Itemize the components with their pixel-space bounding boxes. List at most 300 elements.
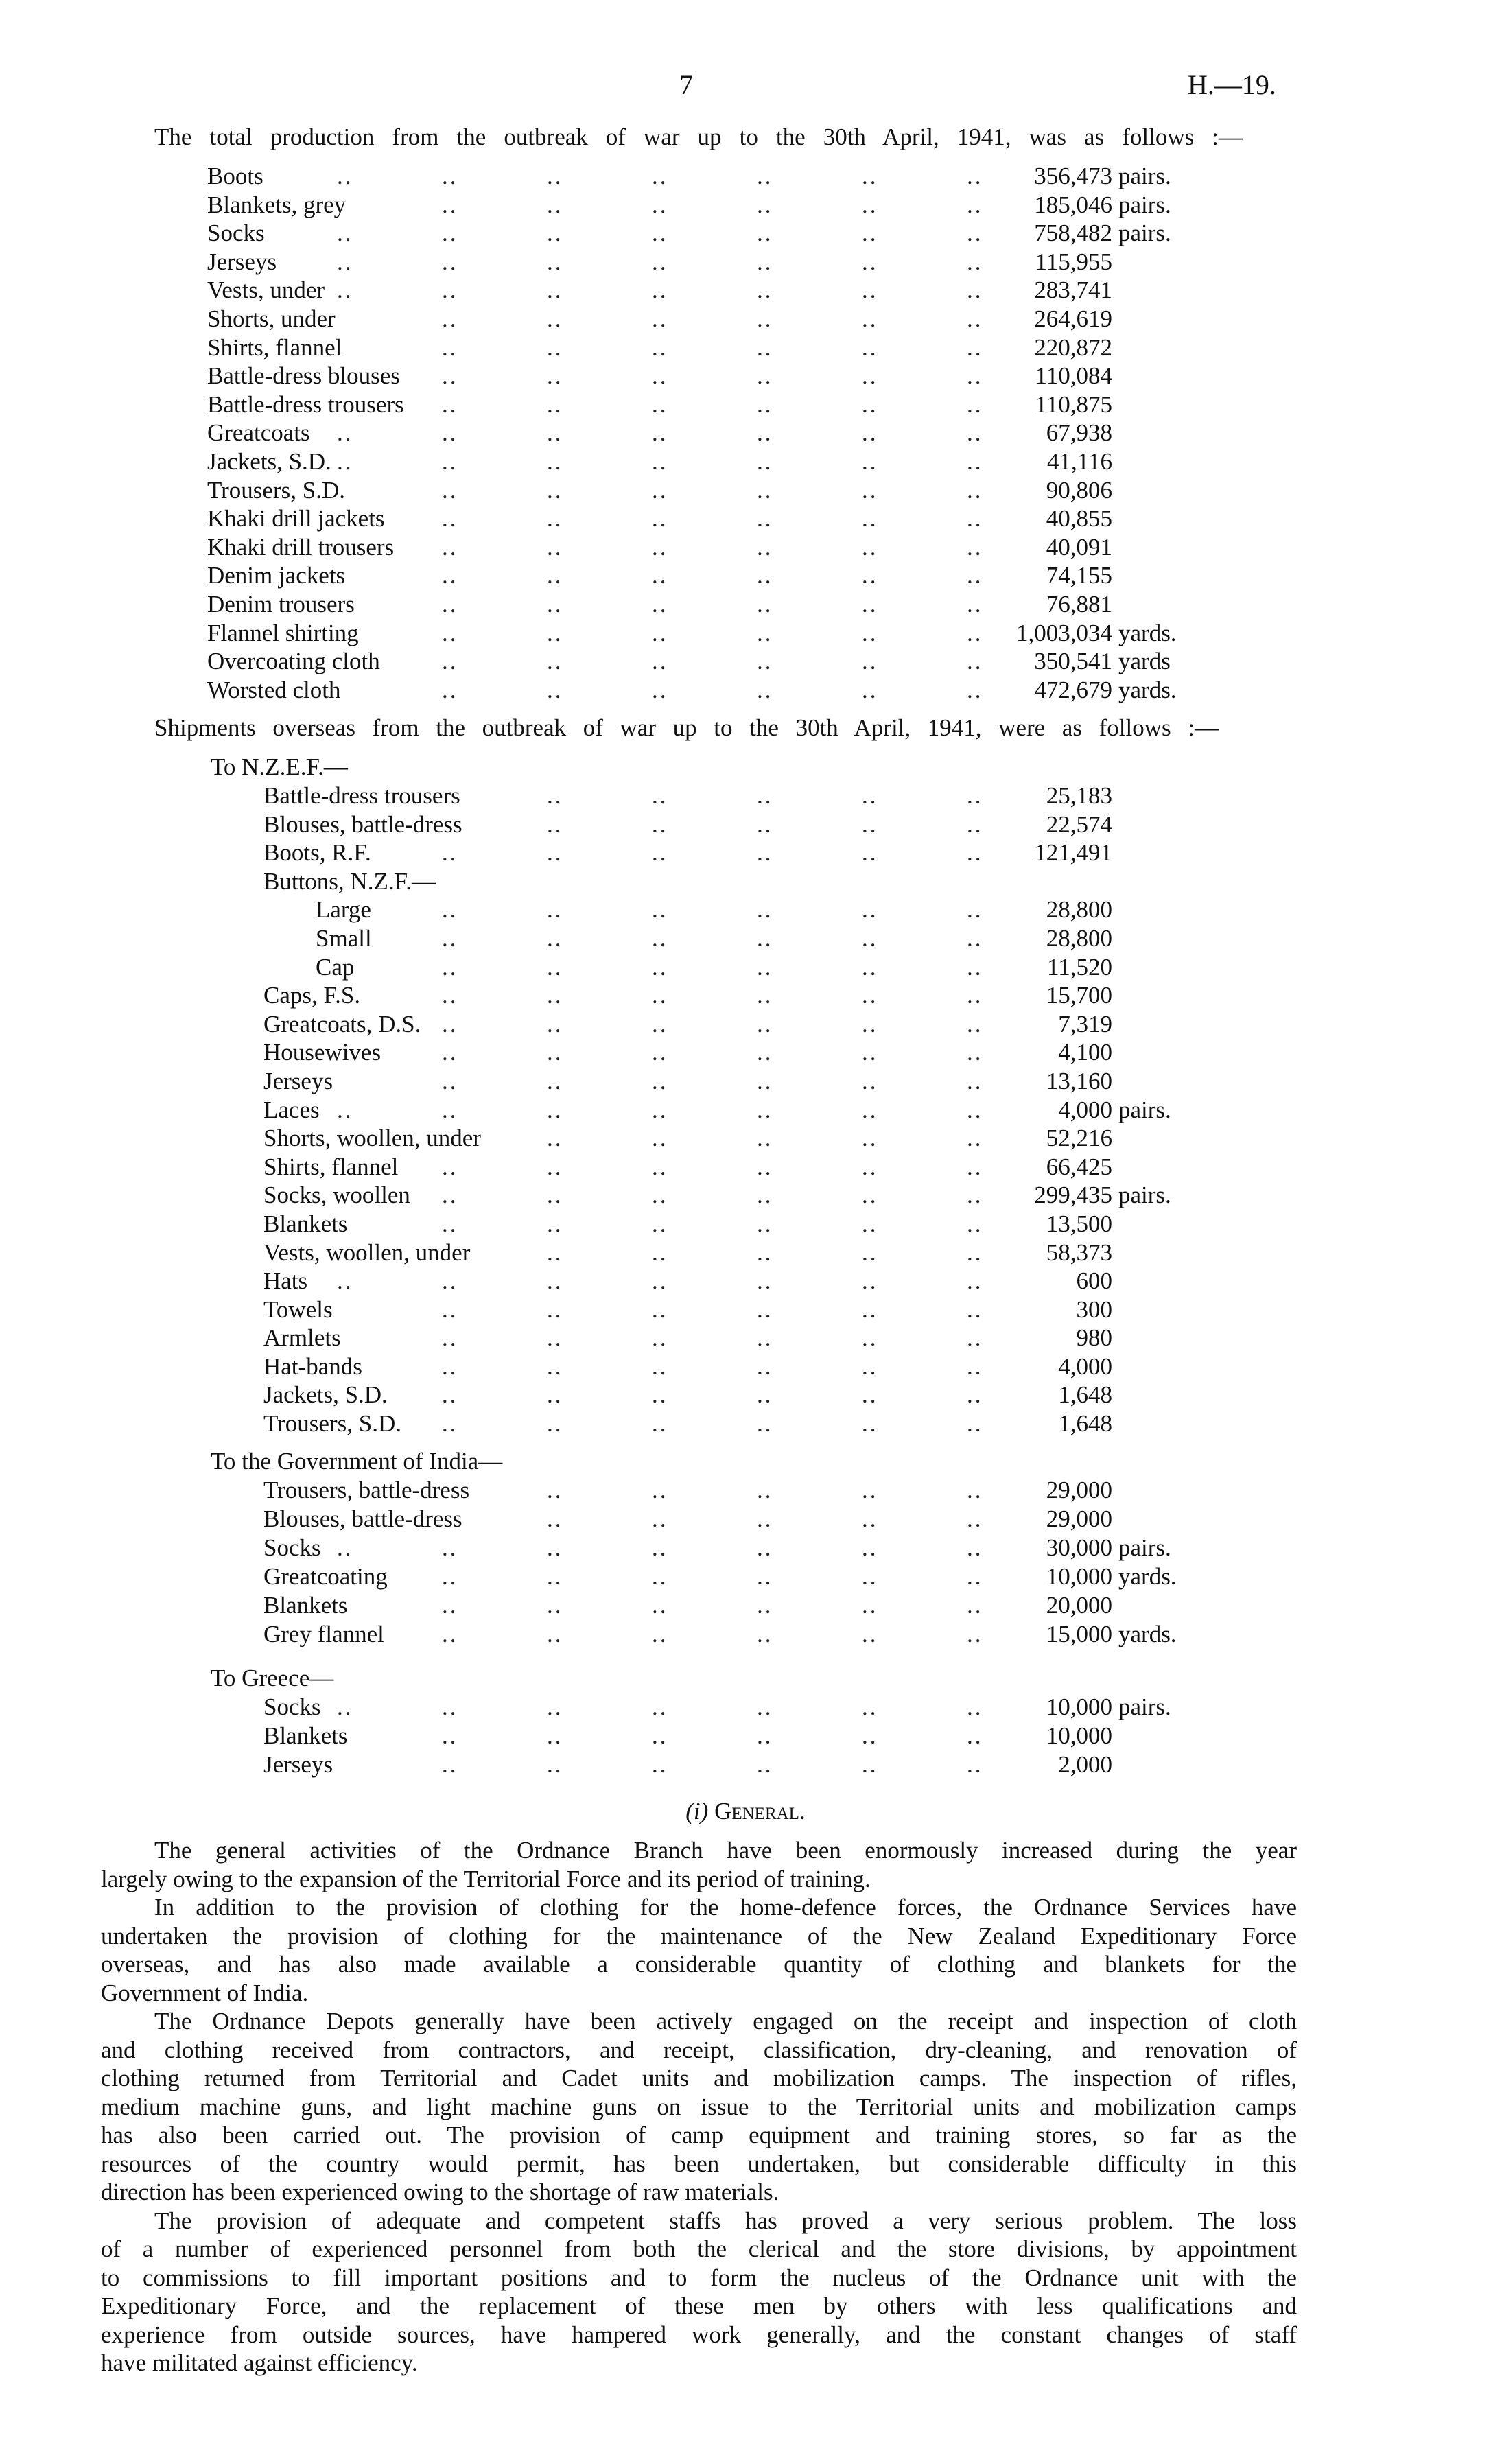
dot-leader: .. [652, 982, 668, 1009]
dot-leader: .. [442, 1039, 458, 1066]
dot-leader: .. [862, 1693, 878, 1720]
dot-leader: .. [862, 1239, 878, 1266]
dot-leader: .. [652, 782, 668, 809]
dot-leader: .. [757, 1477, 773, 1503]
dot-leader: .. [757, 782, 773, 809]
item-quantity: 41,116 [1047, 447, 1112, 475]
dot-leader: .. [757, 953, 773, 981]
item-quantity: 980 [1076, 1324, 1112, 1352]
dot-leader: .. [442, 982, 458, 1009]
paragraph-line: The general activities of the Ordnance Branch have been enormously increased during the year [154, 1837, 1297, 1864]
table-row [0, 1352, 1491, 1381]
item-label: Overcoating cloth [207, 648, 380, 675]
table-row [0, 810, 1491, 839]
paragraph-line: clothing returned from Territorial and Cadet units and mobilization camps. The inspection of rifles, [101, 2065, 1297, 2091]
dot-leader: .. [862, 505, 878, 532]
dot-leader: .. [757, 220, 773, 247]
dot-leader: .. [652, 1324, 668, 1352]
item-quantity: 110,084 [1035, 362, 1112, 390]
dot-leader: .. [547, 1477, 563, 1503]
dot-leader: .. [967, 1210, 983, 1237]
table-row [0, 1153, 1491, 1182]
dot-leader: .. [547, 810, 563, 838]
dot-leader: .. [862, 390, 878, 418]
item-label: Jackets, S.D. [263, 1381, 388, 1409]
item-quantity: 20,000 [1046, 1592, 1112, 1619]
item-quantity: 22,574 [1046, 810, 1112, 838]
dot-leader: .. [442, 839, 458, 867]
dot-leader: .. [862, 590, 878, 618]
item-quantity: 350,541 [1034, 648, 1112, 675]
section-number: (i) [685, 1798, 709, 1824]
dot-leader: .. [652, 1381, 668, 1409]
item-quantity: 1,648 [1058, 1381, 1112, 1409]
item-quantity: 67,938 [1046, 419, 1112, 447]
item-label: Boots, R.F. [263, 839, 371, 867]
dot-leader: .. [757, 1410, 773, 1438]
item-unit: yards. [1118, 1621, 1177, 1647]
dot-leader: .. [442, 896, 458, 924]
item-quantity: 4,000 [1058, 1096, 1112, 1123]
dot-leader: .. [757, 191, 773, 218]
item-label: Greatcoats, D.S. [263, 1010, 421, 1037]
paragraph-line: undertaken the provision of clothing for the maintenance of the New Zealand Expeditionary Force [101, 1922, 1297, 1949]
group-heading [0, 1447, 1491, 1476]
dot-leader: .. [547, 1592, 563, 1619]
table-row [0, 1381, 1491, 1409]
dot-leader: .. [547, 1125, 563, 1152]
table-row [0, 1324, 1491, 1352]
item-quantity: 90,806 [1046, 476, 1112, 504]
table-row [0, 1750, 1491, 1779]
dot-leader: .. [757, 896, 773, 924]
dot-leader: .. [652, 1751, 668, 1778]
dot-leader: .. [652, 839, 668, 867]
dot-leader: .. [337, 277, 353, 304]
dot-leader: .. [862, 447, 878, 475]
dot-leader: .. [652, 1534, 668, 1561]
paragraph-line: to commissions to fill important positions and to form the nucleus of the Ordnance unit with the [101, 2264, 1297, 2291]
dot-leader: .. [862, 1592, 878, 1619]
item-label: Greatcoating [263, 1563, 388, 1590]
shipment-group [0, 1447, 1491, 1649]
dot-leader: .. [652, 1693, 668, 1720]
table-row [0, 1562, 1491, 1591]
paragraph-line: and clothing received from contractors, and receipt, classification, dry-cleaning, and renovation of [101, 2036, 1297, 2063]
dot-leader: .. [547, 505, 563, 532]
dot-leader: .. [967, 924, 983, 952]
paragraph-line: has also been carried out. The provision of camp equipment and training stores, so far as the [101, 2122, 1297, 2148]
dot-leader: .. [757, 590, 773, 618]
item-quantity: 220,872 [1034, 333, 1112, 361]
dot-leader: .. [862, 163, 878, 189]
table-row [0, 1096, 1491, 1125]
dot-leader: .. [967, 982, 983, 1009]
dot-leader: .. [967, 953, 983, 981]
dot-leader: .. [967, 333, 983, 361]
item-label: Khaki drill jackets [207, 505, 385, 532]
dot-leader: .. [337, 163, 353, 189]
item-label: Vests, under [207, 277, 325, 304]
item-label: Battle-dress trousers [263, 782, 460, 809]
paragraph-line: The Ordnance Depots generally have been actively engaged on the receipt and inspection of cloth [154, 2008, 1297, 2034]
item-label: Blankets, grey [207, 191, 347, 218]
dot-leader: .. [547, 1534, 563, 1561]
dot-leader: .. [967, 220, 983, 247]
dot-leader: .. [547, 896, 563, 924]
dot-leader: .. [757, 1239, 773, 1266]
group-heading-label: To the Government of India— [211, 1448, 503, 1475]
item-label: Hat-bands [263, 1352, 362, 1380]
item-label: Flannel shirting [207, 619, 359, 646]
dot-leader: .. [652, 419, 668, 447]
dot-leader: .. [652, 305, 668, 332]
dot-leader: .. [547, 1722, 563, 1749]
dot-leader: .. [862, 248, 878, 275]
dot-leader: .. [757, 1324, 773, 1352]
table-row [0, 362, 1491, 390]
item-label: Towels [263, 1295, 333, 1323]
item-unit: pairs. [1118, 163, 1171, 189]
dot-leader: .. [967, 1621, 983, 1647]
item-quantity: 13,160 [1046, 1067, 1112, 1094]
table-row [0, 162, 1491, 191]
dot-leader: .. [757, 1534, 773, 1561]
dot-leader: .. [547, 924, 563, 952]
item-quantity: 110,875 [1035, 390, 1112, 418]
dot-leader: .. [652, 1592, 668, 1619]
item-label: Small [316, 924, 372, 952]
dot-leader: .. [757, 163, 773, 189]
item-quantity: 10,000 [1046, 1563, 1112, 1590]
dot-leader: .. [862, 1352, 878, 1380]
item-quantity: 264,619 [1034, 305, 1112, 332]
dot-leader: .. [547, 1010, 563, 1037]
table-row [0, 305, 1491, 333]
dot-leader: .. [757, 676, 773, 703]
dot-leader: .. [967, 163, 983, 189]
item-quantity: 40,855 [1046, 505, 1112, 532]
item-label: Vests, woollen, under [263, 1239, 471, 1266]
table-row [0, 1505, 1491, 1534]
dot-leader: .. [652, 590, 668, 618]
dot-leader: .. [862, 1039, 878, 1066]
dot-leader: .. [652, 248, 668, 275]
dot-leader: .. [967, 248, 983, 275]
dot-leader: .. [652, 533, 668, 561]
dot-leader: .. [862, 220, 878, 247]
table-row [0, 1038, 1491, 1067]
table-row [0, 248, 1491, 277]
dot-leader: .. [757, 333, 773, 361]
table-row [0, 1181, 1491, 1210]
dot-leader: .. [652, 1039, 668, 1066]
dot-leader: .. [967, 1410, 983, 1438]
dot-leader: .. [862, 476, 878, 504]
dot-leader: .. [757, 1096, 773, 1123]
item-label: Buttons, N.Z.F.— [263, 867, 436, 895]
table-row [0, 1476, 1491, 1505]
item-quantity: 600 [1076, 1267, 1112, 1295]
table-row [0, 924, 1491, 953]
dot-leader: .. [757, 1621, 773, 1647]
table-row [0, 561, 1491, 590]
dot-leader: .. [547, 676, 563, 703]
item-quantity: 185,046 [1034, 191, 1112, 218]
dot-leader: .. [862, 1010, 878, 1037]
table-row [0, 1722, 1491, 1750]
dot-leader: .. [862, 1153, 878, 1180]
item-quantity: 10,000 [1046, 1722, 1112, 1749]
dot-leader: .. [967, 1267, 983, 1295]
dot-leader: .. [862, 953, 878, 981]
dot-leader: .. [967, 1751, 983, 1778]
item-quantity: 758,482 [1034, 220, 1112, 247]
item-unit: pairs. [1118, 191, 1171, 218]
dot-leader: .. [547, 447, 563, 475]
item-label: Laces [263, 1096, 320, 1123]
dot-leader: .. [547, 163, 563, 189]
dot-leader: .. [967, 1592, 983, 1619]
table-row [0, 1693, 1491, 1722]
table-row [0, 1295, 1491, 1324]
dot-leader: .. [652, 1352, 668, 1380]
dot-leader: .. [967, 277, 983, 304]
paragraph-line: direction has been experienced owing to the shortage of raw materials. [101, 2179, 779, 2205]
dot-leader: .. [652, 1239, 668, 1266]
dot-leader: .. [547, 1153, 563, 1180]
dot-leader: .. [442, 1010, 458, 1037]
table-row [0, 867, 1491, 896]
item-label: Trousers, S.D. [207, 476, 345, 504]
dot-leader: .. [337, 419, 353, 447]
section-title: General. [714, 1798, 806, 1824]
dot-leader: .. [547, 1352, 563, 1380]
item-quantity: 1,648 [1058, 1410, 1112, 1438]
dot-leader: .. [967, 1125, 983, 1152]
dot-leader: .. [757, 648, 773, 675]
item-label: Socks [263, 1534, 321, 1561]
item-quantity: 11,520 [1047, 953, 1112, 981]
item-quantity: 28,800 [1046, 896, 1112, 924]
dot-leader: .. [442, 1295, 458, 1323]
table-row [0, 276, 1491, 305]
dot-leader: .. [652, 505, 668, 532]
dot-leader: .. [862, 1563, 878, 1590]
dot-leader: .. [967, 476, 983, 504]
dot-leader: .. [862, 896, 878, 924]
dot-leader: .. [337, 1267, 353, 1295]
dot-leader: .. [337, 447, 353, 475]
item-quantity: 299,435 [1034, 1182, 1112, 1209]
item-unit: pairs. [1118, 220, 1171, 247]
dot-leader: .. [967, 562, 983, 589]
item-quantity: 1,003,034 [1016, 619, 1112, 646]
item-label: Trousers, battle-dress [263, 1477, 470, 1503]
item-label: Socks [207, 220, 265, 247]
item-label: Grey flannel [263, 1621, 384, 1647]
table-row [0, 838, 1491, 867]
dot-leader: .. [652, 447, 668, 475]
dot-leader: .. [757, 1182, 773, 1209]
dot-leader: .. [652, 1067, 668, 1094]
dot-leader: .. [862, 1324, 878, 1352]
paragraph-line: medium machine guns, and light machine guns on issue to the Territorial units and mobilization camps [101, 2093, 1297, 2120]
dot-leader: .. [967, 1505, 983, 1532]
dot-leader: .. [442, 1534, 458, 1561]
item-label: Armlets [263, 1324, 341, 1352]
dot-leader: .. [757, 248, 773, 275]
table-row [0, 447, 1491, 476]
item-label: Jerseys [263, 1067, 333, 1094]
item-label: Battle-dress trousers [207, 390, 404, 418]
shipment-group [0, 753, 1491, 1438]
dot-leader: .. [442, 1096, 458, 1123]
shipments-intro: Shipments overseas from the outbreak of war up to the 30th April, 1941, were as follows :— [154, 714, 1219, 741]
dot-leader: .. [442, 1182, 458, 1209]
dot-leader: .. [757, 476, 773, 504]
dot-leader: .. [967, 447, 983, 475]
item-label: Denim jackets [207, 562, 346, 589]
item-quantity: 4,000 [1058, 1352, 1112, 1380]
item-quantity: 2,000 [1058, 1751, 1112, 1778]
dot-leader: .. [442, 505, 458, 532]
dot-leader: .. [757, 277, 773, 304]
dot-leader: .. [547, 590, 563, 618]
table-row [0, 419, 1491, 447]
dot-leader: .. [547, 953, 563, 981]
dot-leader: .. [967, 676, 983, 703]
table-row [0, 1620, 1491, 1649]
dot-leader: .. [547, 191, 563, 218]
table-row [0, 647, 1491, 676]
dot-leader: .. [862, 648, 878, 675]
dot-leader: .. [442, 590, 458, 618]
dot-leader: .. [652, 896, 668, 924]
dot-leader: .. [442, 533, 458, 561]
dot-leader: .. [442, 1592, 458, 1619]
dot-leader: .. [862, 810, 878, 838]
dot-leader: .. [547, 220, 563, 247]
dot-leader: .. [757, 1563, 773, 1590]
item-label: Caps, F.S. [263, 982, 361, 1009]
dot-leader: .. [547, 305, 563, 332]
dot-leader: .. [442, 1324, 458, 1352]
item-label: Blankets [263, 1592, 348, 1619]
dot-leader: .. [547, 1563, 563, 1590]
dot-leader: .. [442, 1722, 458, 1749]
paragraph-line: have militated against efficiency. [101, 2349, 418, 2376]
table-row [0, 1067, 1491, 1096]
dot-leader: .. [757, 505, 773, 532]
item-quantity: 4,100 [1058, 1039, 1112, 1066]
dot-leader: .. [442, 1563, 458, 1590]
item-label: Socks, woollen [263, 1182, 410, 1209]
item-quantity: 29,000 [1046, 1477, 1112, 1503]
dot-leader: .. [547, 839, 563, 867]
dot-leader: .. [862, 676, 878, 703]
dot-leader: .. [442, 390, 458, 418]
dot-leader: .. [652, 277, 668, 304]
dot-leader: .. [652, 476, 668, 504]
dot-leader: .. [652, 1153, 668, 1180]
dot-leader: .. [757, 839, 773, 867]
dot-leader: .. [337, 1096, 353, 1123]
table-row [0, 1210, 1491, 1239]
dot-leader: .. [862, 1534, 878, 1561]
paragraph-line: The provision of adequate and competent staffs has proved a very serious problem. The loss [154, 2207, 1297, 2234]
dot-leader: .. [547, 1096, 563, 1123]
dot-leader: .. [442, 1153, 458, 1180]
item-quantity: 29,000 [1046, 1505, 1112, 1532]
dot-leader: .. [862, 362, 878, 390]
dot-leader: .. [862, 333, 878, 361]
dot-leader: .. [442, 1693, 458, 1720]
dot-leader: .. [442, 1352, 458, 1380]
dot-leader: .. [652, 362, 668, 390]
dot-leader: .. [652, 1410, 668, 1438]
table-row [0, 1124, 1491, 1153]
dot-leader: .. [757, 1505, 773, 1532]
dot-leader: .. [547, 1295, 563, 1323]
dot-leader: .. [862, 419, 878, 447]
general-paragraphs [101, 1836, 1297, 2378]
production-list [0, 162, 1491, 704]
dot-leader: .. [442, 953, 458, 981]
dot-leader: .. [652, 1621, 668, 1647]
dot-leader: .. [967, 1067, 983, 1094]
dot-leader: .. [652, 191, 668, 218]
page-number: 7 [679, 69, 693, 100]
dot-leader: .. [757, 1693, 773, 1720]
dot-leader: .. [652, 676, 668, 703]
dot-leader: .. [547, 1505, 563, 1532]
dot-leader: .. [442, 676, 458, 703]
dot-leader: .. [652, 1295, 668, 1323]
dot-leader: .. [967, 782, 983, 809]
table-row [0, 504, 1491, 533]
item-label: Housewives [263, 1039, 381, 1066]
item-quantity: 66,425 [1046, 1153, 1112, 1180]
section-heading-general [0, 1797, 1491, 1826]
dot-leader: .. [967, 1182, 983, 1209]
item-label: Shirts, flannel [263, 1153, 399, 1180]
dot-leader: .. [757, 810, 773, 838]
item-unit: pairs. [1118, 1693, 1171, 1720]
item-label: Shorts, under [207, 305, 336, 332]
dot-leader: .. [547, 476, 563, 504]
table-row [0, 782, 1491, 810]
item-quantity: 121,491 [1034, 839, 1112, 867]
dot-leader: .. [967, 533, 983, 561]
dot-leader: .. [967, 1693, 983, 1720]
dot-leader: .. [757, 1295, 773, 1323]
dot-leader: .. [547, 277, 563, 304]
item-label: Large [316, 896, 371, 924]
dot-leader: .. [757, 1751, 773, 1778]
dot-leader: .. [652, 1210, 668, 1237]
dot-leader: .. [442, 191, 458, 218]
dot-leader: .. [442, 419, 458, 447]
dot-leader: .. [442, 305, 458, 332]
dot-leader: .. [967, 839, 983, 867]
dot-leader: .. [652, 1182, 668, 1209]
dot-leader: .. [652, 390, 668, 418]
item-quantity: 40,091 [1046, 533, 1112, 561]
dot-leader: .. [652, 1267, 668, 1295]
item-quantity: 74,155 [1046, 562, 1112, 589]
dot-leader: .. [757, 1352, 773, 1380]
